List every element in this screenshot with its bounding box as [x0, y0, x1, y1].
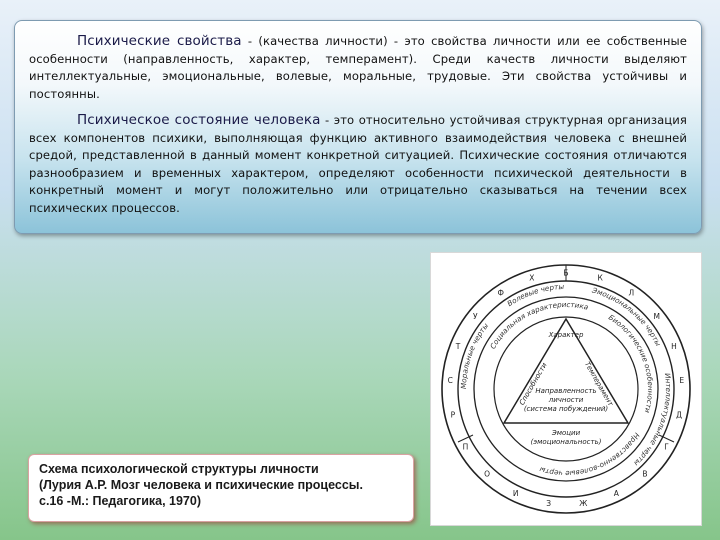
caption-line-1: Схема психологической структуры личности [39, 462, 319, 476]
paragraph-mental-properties [29, 33, 687, 103]
ring-letter: У [473, 312, 478, 322]
caption-line-2: (Лурия А.Р. Мозг человека и психические процессы. [39, 478, 363, 492]
ring-letter: В [642, 469, 648, 479]
middle-ring-label-2: Биологические особенности [606, 312, 656, 414]
term-mental-state: Психическое состояние человека [77, 112, 321, 128]
ring-letter: К [597, 273, 603, 283]
definitions-textbox [14, 20, 702, 234]
term-mental-properties: Психические свойства [77, 33, 242, 49]
middle-ring-label-1: Социальная характеристика [488, 299, 590, 351]
ring-letter: Е [679, 375, 685, 385]
outer-ring-label-3: Эмоциональные черты [591, 285, 663, 348]
outer-ring-label-4: Интеллектуальные черты [632, 372, 674, 468]
ring-letter: А [613, 489, 619, 498]
ring-letter: Ж [579, 499, 588, 509]
ring-letter: Ф [497, 288, 504, 298]
caption-line-3: с.16 -М.: Педагогика, 1970) [39, 494, 201, 508]
diagram-svg [431, 253, 701, 525]
ring-letter: Б [563, 268, 569, 278]
bottom-line-2: (эмоциональность) [530, 438, 602, 446]
ring-letter: М [653, 312, 660, 322]
ring-letter: Х [529, 273, 535, 283]
ring-letter: О [484, 469, 491, 479]
ring-letter: Р [450, 410, 456, 420]
ring-letter: С [447, 375, 453, 385]
center-line-1: Направленность [535, 387, 597, 395]
paragraph-mental-state [29, 112, 687, 217]
diagram-caption [28, 454, 414, 522]
middle-ring-label-3: Нравственно-волевые черты [538, 431, 642, 479]
ring-letter: Г [664, 442, 669, 452]
ring-letter: П [462, 442, 469, 452]
ring-letter: Л [628, 288, 635, 298]
triangle-top-label: Характер [548, 331, 584, 339]
paragraph-mental-state-body: - это относительно устойчивая структурная организация всех компонентов психики, выполняющая функцию активного взаимодействия человека с внешней средой, представленной в данный момент конкретной ситуацией. Психические состояния отличаются разнообразием и временных характером, определяют особенности психической деятельности в конкретный момент и могут положительно или отрицательно сказываться на течении всех психических процессов. [29, 113, 688, 215]
ring-letter: Т [455, 342, 461, 352]
center-line-3: (система побуждений) [523, 405, 609, 413]
outer-ring-label-2: Волевые черты [505, 281, 565, 309]
ring-letter: Д [676, 410, 683, 420]
bottom-line-1: Эмоции [551, 429, 581, 437]
triangle-right-label: Темперамент [582, 360, 615, 408]
personality-structure-diagram [430, 252, 702, 526]
paragraph-mental-properties-body: - (качества личности) - это свойства личности или ее собственные особенности (направленность, характер, темперамент). Среди качеств личности выделяют интеллектуальные, эмоциональные, волевые, моральные, трудовые. Эти свойства устойчивы и постоянны. [29, 34, 687, 101]
triangle-left-label: Способности [517, 361, 549, 407]
center-line-2: личности [548, 396, 584, 404]
ring-letter: И [512, 489, 519, 498]
ring-letter: З [546, 499, 552, 509]
outer-ring-label-1: Моральные черты [458, 321, 491, 390]
ring-letter: Н [671, 342, 677, 352]
